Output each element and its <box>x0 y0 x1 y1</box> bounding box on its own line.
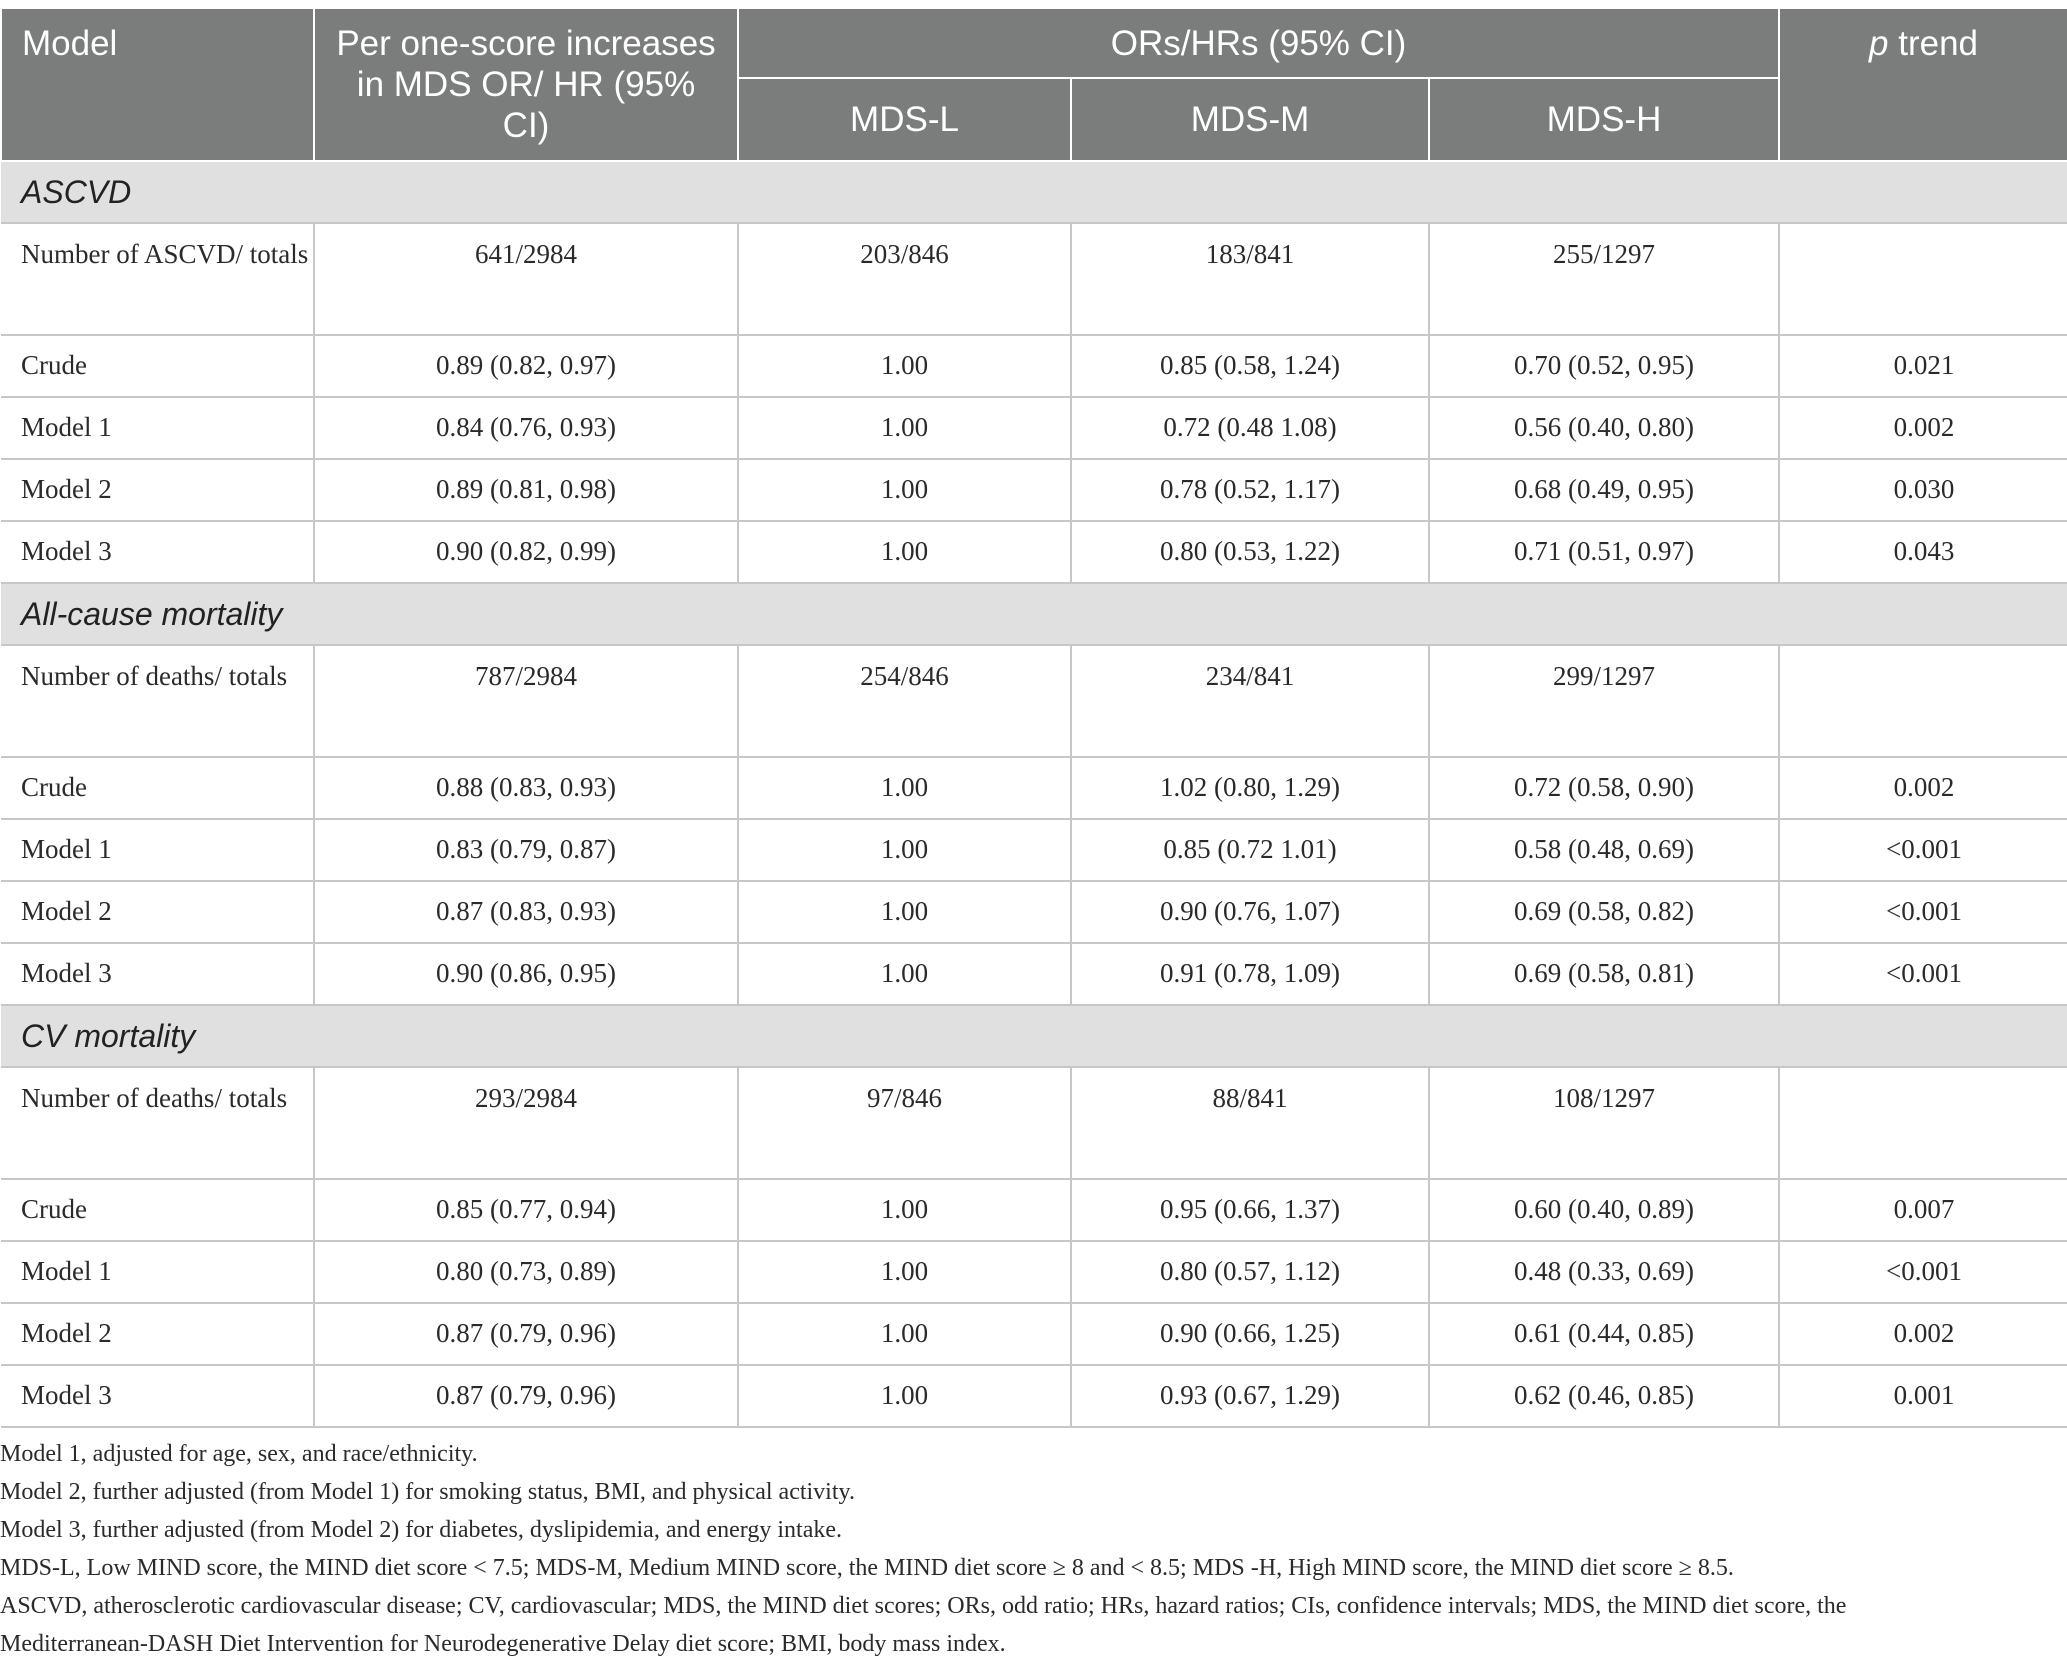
mds-h-cell: 108/1297 <box>1429 1067 1779 1179</box>
mds-m-cell: 0.95 (0.66, 1.37) <box>1071 1179 1429 1241</box>
row-label-cell: Number of ASCVD/ totals <box>1 223 314 335</box>
table-row <box>1 1365 2067 1427</box>
mds-m-cell: 1.02 (0.80, 1.29) <box>1071 757 1429 819</box>
p-trend-cell: 0.002 <box>1779 1303 2067 1365</box>
per-score-cell: 0.90 (0.82, 0.99) <box>314 521 738 583</box>
row-label-cell: Model 2 <box>1 459 314 521</box>
section-header-row <box>1 583 2067 645</box>
footnote-line: Mediterranean-DASH Diet Intervention for Neurodegenerative Delay diet score; BMI, body mass index. <box>0 1631 1006 1657</box>
table-row <box>1 459 2067 521</box>
p-trend-cell: 0.001 <box>1779 1365 2067 1427</box>
mds-h-cell: 0.60 (0.40, 0.89) <box>1429 1179 1779 1241</box>
count-row <box>1 1067 2067 1179</box>
section-title: CV mortality <box>1 1005 2067 1067</box>
table-row <box>1 1303 2067 1365</box>
p-trend-cell: <0.001 <box>1779 943 2067 1005</box>
table-row <box>1 1241 2067 1303</box>
table-row <box>1 335 2067 397</box>
mds-h-cell: 0.72 (0.58, 0.90) <box>1429 757 1779 819</box>
header-ors-hrs: ORs/HRs (95% CI) <box>738 9 1779 78</box>
mds-m-cell: 183/841 <box>1071 223 1429 335</box>
per-score-cell: 641/2984 <box>314 223 738 335</box>
table-row <box>1 819 2067 881</box>
p-trend-cell: 0.021 <box>1779 335 2067 397</box>
header-p-trend-rest: trend <box>1888 24 1979 63</box>
footnote-line: MDS-L, Low MIND score, the MIND diet score < 7.5; MDS-M, Medium MIND score, the MIND diet score ≥ 8 and < 8.5; MDS -H, High MIND score, the MIND diet score ≥ 8.5. <box>0 1555 1734 1581</box>
mds-m-cell: 0.85 (0.72 1.01) <box>1071 819 1429 881</box>
mds-h-cell: 255/1297 <box>1429 223 1779 335</box>
row-label-cell: Crude <box>1 335 314 397</box>
mds-m-cell: 0.72 (0.48 1.08) <box>1071 397 1429 459</box>
mds-l-cell: 1.00 <box>738 459 1071 521</box>
mds-l-cell: 97/846 <box>738 1067 1071 1179</box>
mds-h-cell: 0.58 (0.48, 0.69) <box>1429 819 1779 881</box>
mds-l-cell: 1.00 <box>738 881 1071 943</box>
mds-l-cell: 1.00 <box>738 757 1071 819</box>
per-score-cell: 0.85 (0.77, 0.94) <box>314 1179 738 1241</box>
p-trend-cell: <0.001 <box>1779 819 2067 881</box>
mds-m-cell: 0.91 (0.78, 1.09) <box>1071 943 1429 1005</box>
mds-m-cell: 0.80 (0.53, 1.22) <box>1071 521 1429 583</box>
table-row <box>1 397 2067 459</box>
mds-h-cell: 0.71 (0.51, 0.97) <box>1429 521 1779 583</box>
table-body <box>1 161 2067 1427</box>
p-trend-cell: <0.001 <box>1779 1241 2067 1303</box>
results-table <box>0 9 2067 1428</box>
mds-h-cell: 0.70 (0.52, 0.95) <box>1429 335 1779 397</box>
mds-m-cell: 0.90 (0.76, 1.07) <box>1071 881 1429 943</box>
per-score-cell: 0.87 (0.79, 0.96) <box>314 1303 738 1365</box>
mds-h-cell: 0.68 (0.49, 0.95) <box>1429 459 1779 521</box>
mds-l-cell: 254/846 <box>738 645 1071 757</box>
mds-l-cell: 1.00 <box>738 1303 1071 1365</box>
mds-h-cell: 299/1297 <box>1429 645 1779 757</box>
row-label-cell: Model 3 <box>1 1365 314 1427</box>
per-score-cell: 0.87 (0.83, 0.93) <box>314 881 738 943</box>
row-label-cell: Number of deaths/ totals <box>1 1067 314 1179</box>
p-trend-cell: 0.030 <box>1779 459 2067 521</box>
table-row <box>1 1179 2067 1241</box>
p-trend-cell: 0.002 <box>1779 757 2067 819</box>
row-label-cell: Model 2 <box>1 881 314 943</box>
footnotes <box>0 1435 2067 1663</box>
count-row <box>1 645 2067 757</box>
per-score-cell: 787/2984 <box>314 645 738 757</box>
mds-l-cell: 1.00 <box>738 397 1071 459</box>
mds-h-cell: 0.48 (0.33, 0.69) <box>1429 1241 1779 1303</box>
p-trend-cell <box>1779 223 2067 335</box>
mds-h-cell: 0.61 (0.44, 0.85) <box>1429 1303 1779 1365</box>
row-label-cell: Crude <box>1 757 314 819</box>
row-label-cell: Model 1 <box>1 397 314 459</box>
footnote-line: Model 2, further adjusted (from Model 1) for smoking status, BMI, and physical activity. <box>0 1479 855 1505</box>
mds-m-cell: 0.93 (0.67, 1.29) <box>1071 1365 1429 1427</box>
mds-l-cell: 1.00 <box>738 1241 1071 1303</box>
mds-l-cell: 203/846 <box>738 223 1071 335</box>
mds-m-cell: 0.78 (0.52, 1.17) <box>1071 459 1429 521</box>
mds-h-cell: 0.69 (0.58, 0.81) <box>1429 943 1779 1005</box>
row-label-cell: Model 1 <box>1 819 314 881</box>
row-label-cell: Model 3 <box>1 521 314 583</box>
header-p-trend-italic: p <box>1869 24 1889 63</box>
table-header <box>1 9 2067 161</box>
footnote-line: Model 1, adjusted for age, sex, and race/ethnicity. <box>0 1441 478 1467</box>
header-mds-l: MDS-L <box>738 78 1071 161</box>
row-label-cell: Number of deaths/ totals <box>1 645 314 757</box>
mds-m-cell: 0.90 (0.66, 1.25) <box>1071 1303 1429 1365</box>
mds-h-cell: 0.56 (0.40, 0.80) <box>1429 397 1779 459</box>
per-score-cell: 0.83 (0.79, 0.87) <box>314 819 738 881</box>
mds-l-cell: 1.00 <box>738 943 1071 1005</box>
mds-l-cell: 1.00 <box>738 521 1071 583</box>
header-p-trend <box>1779 9 2067 161</box>
section-header-row <box>1 1005 2067 1067</box>
results-table-container <box>0 9 2067 1428</box>
section-title: All-cause mortality <box>1 583 2067 645</box>
section-header-row <box>1 161 2067 223</box>
mds-m-cell: 88/841 <box>1071 1067 1429 1179</box>
mds-h-cell: 0.62 (0.46, 0.85) <box>1429 1365 1779 1427</box>
p-trend-cell: 0.002 <box>1779 397 2067 459</box>
p-trend-cell: <0.001 <box>1779 881 2067 943</box>
per-score-cell: 0.89 (0.81, 0.98) <box>314 459 738 521</box>
table-row <box>1 943 2067 1005</box>
per-score-cell: 293/2984 <box>314 1067 738 1179</box>
mds-h-cell: 0.69 (0.58, 0.82) <box>1429 881 1779 943</box>
table-row <box>1 757 2067 819</box>
header-per-score: Per one-score increases in MDS OR/ HR (95% CI) <box>314 9 738 161</box>
mds-l-cell: 1.00 <box>738 1365 1071 1427</box>
mds-m-cell: 0.80 (0.57, 1.12) <box>1071 1241 1429 1303</box>
per-score-cell: 0.88 (0.83, 0.93) <box>314 757 738 819</box>
section-title: ASCVD <box>1 161 2067 223</box>
row-label-cell: Model 2 <box>1 1303 314 1365</box>
p-trend-cell <box>1779 645 2067 757</box>
mds-m-cell: 234/841 <box>1071 645 1429 757</box>
per-score-cell: 0.80 (0.73, 0.89) <box>314 1241 738 1303</box>
mds-m-cell: 0.85 (0.58, 1.24) <box>1071 335 1429 397</box>
mds-l-cell: 1.00 <box>738 335 1071 397</box>
header-model: Model <box>1 9 314 161</box>
row-label-cell: Model 3 <box>1 943 314 1005</box>
mds-l-cell: 1.00 <box>738 819 1071 881</box>
row-label-cell: Crude <box>1 1179 314 1241</box>
per-score-cell: 0.89 (0.82, 0.97) <box>314 335 738 397</box>
table-row <box>1 521 2067 583</box>
footnote-line: Model 3, further adjusted (from Model 2) for diabetes, dyslipidemia, and energy intake. <box>0 1517 842 1543</box>
p-trend-cell: 0.043 <box>1779 521 2067 583</box>
per-score-cell: 0.84 (0.76, 0.93) <box>314 397 738 459</box>
p-trend-cell <box>1779 1067 2067 1179</box>
header-mds-h: MDS-H <box>1429 78 1779 161</box>
row-label-cell: Model 1 <box>1 1241 314 1303</box>
table-row <box>1 881 2067 943</box>
footnote-line: ASCVD, atherosclerotic cardiovascular disease; CV, cardiovascular; MDS, the MIND diet scores; ORs, odd ratio; HRs, hazard ratios; CIs, confidence intervals; MDS, the MIND diet score, the <box>0 1593 1847 1619</box>
header-mds-m: MDS-M <box>1071 78 1429 161</box>
mds-l-cell: 1.00 <box>738 1179 1071 1241</box>
p-trend-cell: 0.007 <box>1779 1179 2067 1241</box>
per-score-cell: 0.87 (0.79, 0.96) <box>314 1365 738 1427</box>
count-row <box>1 223 2067 335</box>
per-score-cell: 0.90 (0.86, 0.95) <box>314 943 738 1005</box>
